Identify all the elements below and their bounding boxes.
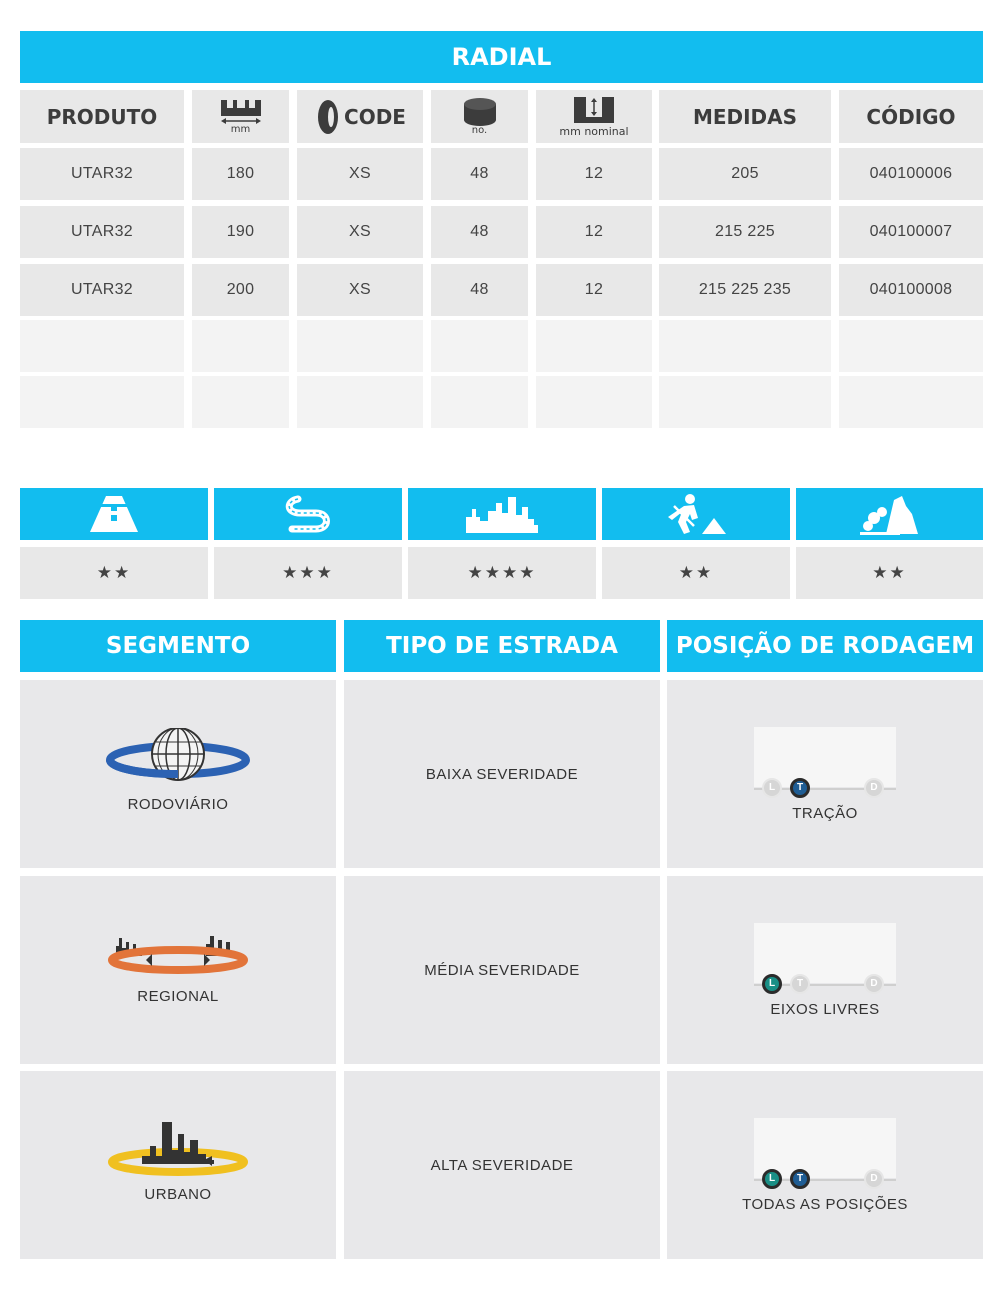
table-cell-codigo: 040100007 [839,206,983,258]
road-label-media: MÉDIA SEVERIDADE [424,961,580,979]
depth-unit-label: mm nominal [559,125,629,138]
header-width [192,90,289,143]
table-cell-medidas: 215 225 [659,206,831,258]
header-segmento: SEGMENTO [20,620,336,672]
header-tread-depth [536,90,652,143]
table-cell-width: 200 [192,264,289,316]
urban-city-icon [106,1120,250,1180]
table-cell-empty [536,376,652,428]
table-cell-codigo: 040100008 [839,264,983,316]
radial-title: RADIAL [20,31,983,83]
highway-cell [20,488,208,540]
header-posicao: POSIÇÃO DE RODAGEM [667,620,983,672]
road-label-baixa: BAIXA SEVERIDADE [425,765,579,783]
stars-mining: ★★ [796,547,983,599]
table-cell-empty [839,320,983,372]
mining-icon [858,492,922,536]
table-cell-tread-depth: 12 [536,148,652,200]
road-panel-baixa [344,680,660,868]
highway-icon [88,495,140,533]
table-cell-load-index: 48 [431,206,528,258]
table-cell-empty [839,376,983,428]
table-cell-empty [20,376,184,428]
wheel-t-icon: T [790,974,810,994]
table-cell-empty [297,320,423,372]
city-cell [408,488,596,540]
position-panel-todas [667,1071,983,1259]
table-cell-medidas: 215 225 235 [659,264,831,316]
table-cell-width: 180 [192,148,289,200]
segment-label-rodoviario: RODOVIÁRIO [127,795,229,813]
position-panel-eixos-livres [667,876,983,1064]
table-cell-empty [20,320,184,372]
position-label-tracao: TRAÇÃO [792,804,858,822]
construction-cell [602,488,790,540]
road-label-alta: ALTA SEVERIDADE [430,1156,574,1174]
table-cell-empty [659,376,831,428]
table-cell-width: 190 [192,206,289,258]
tread-depth-icon [572,95,616,125]
wheel-l-icon: L [762,1169,782,1189]
truck-diagram-todas [754,1118,896,1190]
table-cell-code: XS [297,148,423,200]
header-codigo: CÓDIGO [839,90,983,143]
wheel-t-icon: T [790,1169,810,1189]
table-cell-empty [192,376,289,428]
regional-city-icon [106,930,250,980]
segment-panel-rodoviario [20,680,336,868]
table-cell-empty [192,320,289,372]
wheel-l-icon: L [762,974,782,994]
table-cell-tread-depth: 12 [536,206,652,258]
position-label-todas: TODAS AS POSIÇÕES [742,1195,908,1213]
table-cell-load-index: 48 [431,148,528,200]
truck-diagram-eixos-livres [754,923,896,995]
table-cell-code: XS [297,264,423,316]
table-cell-produto: UTAR32 [20,264,184,316]
wheel-d-icon: D [864,1169,884,1189]
wheel-d-icon: D [864,778,884,798]
header-tipo-estrada: TIPO DE ESTRADA [344,620,660,672]
globe-icon [106,728,250,788]
wheel-l-icon: L [762,778,782,798]
table-cell-code: XS [297,206,423,258]
load-cylinder-icon [462,97,498,127]
table-cell-empty [431,320,528,372]
stars-winding-road: ★★★ [214,547,402,599]
header-produto: PRODUTO [20,90,184,143]
segment-label-regional: REGIONAL [137,987,219,1005]
table-cell-empty [536,320,652,372]
table-cell-empty [297,376,423,428]
width-unit-label: mm [230,124,251,135]
tire-icon [314,98,340,136]
table-cell-produto: UTAR32 [20,148,184,200]
road-panel-media [344,876,660,1064]
truck-diagram-tracao [754,727,896,799]
segment-panel-urbano [20,1071,336,1259]
winding-road-cell [214,488,402,540]
stars-city: ★★★★ [408,547,596,599]
stars-construction: ★★ [602,547,790,599]
code-label: CODE [344,104,406,129]
table-cell-codigo: 040100006 [839,148,983,200]
no-label: no. [471,125,488,136]
construction-worker-icon [664,492,728,536]
header-code [297,90,423,143]
table-cell-produto: UTAR32 [20,206,184,258]
segment-panel-regional [20,876,336,1064]
header-load-index [431,90,528,143]
position-label-eixos-livres: EIXOS LIVRES [770,1000,880,1018]
wheel-t-icon: T [790,778,810,798]
table-cell-tread-depth: 12 [536,264,652,316]
stars-highway: ★★ [20,547,208,599]
mining-cell [796,488,983,540]
table-cell-empty [431,376,528,428]
city-icon [466,495,538,533]
table-cell-medidas: 205 [659,148,831,200]
table-cell-empty [659,320,831,372]
table-cell-load-index: 48 [431,264,528,316]
segment-label-urbano: URBANO [144,1185,212,1203]
wheel-d-icon: D [864,974,884,994]
winding-road-icon [282,495,334,533]
header-medidas: MEDIDAS [659,90,831,143]
position-panel-tracao [667,680,983,868]
road-panel-alta [344,1071,660,1259]
